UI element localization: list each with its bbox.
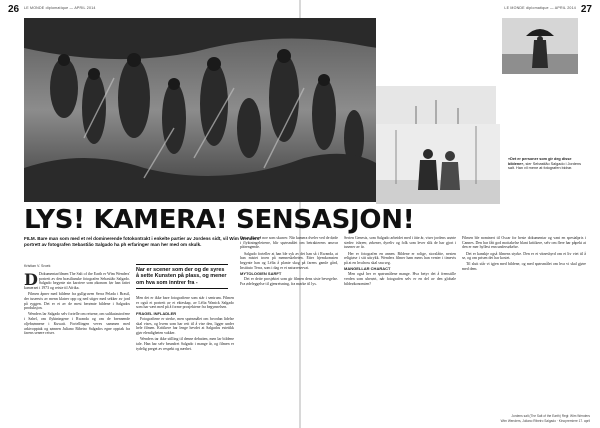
pull-quote: Nar er scener som der og de syres å sette Kunsten på plass, og mener om hva som inntrer fra - — [136, 264, 228, 289]
text-column-3 — [240, 236, 338, 422]
paragraph: Men det er ikke bare fotografiene som står i sentrum. Filmen er også et portrett av et ekteskap, av Lélia Wanick Salgado som har vært med på å forme prosjektene fra begynnelsen. — [136, 296, 234, 310]
paragraph: Det er likevel noe som skurrer. Når kamera dveler ved de døde i flyktningeleirene, blir spørsmålet om betrakterens ansvar påtrengende. — [240, 236, 338, 250]
film-credit-line-2: Wim Wenders, Juliano Ribeiro Salgado · Kinopremiere 17. april — [500, 419, 590, 423]
umbrella-photograph — [502, 18, 578, 74]
paragraph: Wenders lar Salgado selv fortelle om reisene, om sultkatastrofene i Sahel, om flyktningene i Rwanda og om de brennende oljebrønnene i Kuwait. Fortellingen veves sammen med arkivopptak og sønnen Juliano Ribeiro Salgados egne opptak fra farens senere reiser. — [24, 312, 130, 336]
paragraph: Wenders tar ikke stilling til denne debatten, men lar bildene tale. Han har selv beundret Salgado i mange år, og filmen er tydelig preget av respekt og nærhet. — [136, 337, 234, 351]
photo-caption — [508, 157, 584, 171]
article-headline: LYS! KAMERA! SENSASJON! — [24, 205, 415, 235]
paragraph: Salgado forteller at han ble syk av det han så i Rwanda, at han mistet troen på menneskeheten. Etter hjemkomsten begynte han og Lélia å plante skog på farens gamle gård, Instituto Terra, som i dag er et naturreservat. — [240, 251, 338, 270]
page-number-left: 26 — [8, 4, 20, 15]
article-standfirst: FILM. Bare man som med et rel dominerende fotokontrakt i enkelte partier av Jordens sidt, vil Wim Wenders' portrett av fotografen Sebastião Salgado ha ph erfaringer man her med om skulk. — [24, 236, 261, 247]
paragraph: Til slutt står vi igjen med bildene, og med spørsmålet om hva vi skal gjøre med dem. — [462, 262, 586, 271]
paragraph: Serien Genesis, som Salgado arbeidet med i åtte år, viser jordens urørte steder: isbreer, ørkener, dyreliv og folk som lever slik de har gjort i tusener av år. — [344, 236, 456, 250]
paragraph: Men også her er spørsmålene mange. Hva betyr det å fremstille verden som uberørt, når fotografen selv er en del av den globale bildeøkonomien? — [344, 272, 456, 286]
running-head-right: LE MONDE diplomatique — APRIL 2014 — [504, 6, 576, 10]
caption-lead: «Det er personer som gir deg disse bildene», — [508, 157, 572, 166]
paragraph: Filmen åpner med bildene fra gullgruven Serra Pelada i Brasil, der tusenvis av menn klatrer opp og ned stiger med sekker av jord på ryggen. Det er et av de mest berømte bildene i Salgados produksjon. — [24, 292, 130, 311]
paragraph: Fotografiene er sterke, men spørsmålet om hvordan lidelse skal vises, og hvem som har rett til å vise den, ligger under hele filmen. Kritikere har lenge hevdet at Salgados estetikk gjør elendigheten vakker. — [136, 316, 234, 336]
text-column-1 — [24, 272, 130, 422]
paragraph: Her er fotografen en annen. Bildene er rolige, storslåtte, nesten religiøse i sitt uttrykk. Wenders filmer ham mens han venter i timevis på at en hvalross skal snu seg. — [344, 251, 456, 265]
text-column-5 — [462, 236, 586, 410]
sub-heading: MANGELLAR CHARACT — [344, 266, 391, 272]
figure-with-umbrella-image — [502, 18, 578, 74]
portrait-photograph — [376, 124, 500, 204]
paragraph: Filmen ble nominert til Oscar for beste dokumentar og vant en spesialpris i Cannes. Den har fått god mottakelse blant kritikere, selv om flere har påpekt at den er mer hyllest enn undersøkelse. — [462, 236, 586, 250]
article-byline: Kristian V. Sroek — [24, 264, 51, 268]
page-number-right: 27 — [580, 4, 592, 15]
paragraph: Det er dette prosjektet som gir filmen dens siste bevegelse. Fra ødeleggelse til gjenreisning, fra mørke til lys. — [240, 277, 338, 286]
text-column-4 — [344, 236, 456, 422]
drop-cap: D — [24, 272, 38, 289]
paragraph: Det er kanskje også filmens styrke. Den er et vitnesbyrd om et liv viet til å se, og om prisen det har kostet. — [462, 251, 586, 261]
paragraph: D Dokumentarfilmen The Salt of the Earth er Wim Wenders' portrett av den brasilianske fotografen Sebastião Salgado. Salgado begynte sin karriere som økonom før han fattet kameraet i 1973 og reiste til Afrika. — [24, 272, 130, 291]
two-men-portrait-image — [376, 124, 500, 204]
sub-heading: FRAGEL INFLADLER — [136, 310, 177, 316]
sub-heading: MYTOLOGIEN SARFT — [240, 270, 282, 276]
caption-text: sier Sebastião Salgado i Jordens salt. Han vil mene at fotografen bidrar. — [508, 161, 582, 171]
text-column-2 — [136, 296, 234, 422]
film-credit-line-1: Jordens salt (The Salt of the Earth) Regi: Wim Wenders — [511, 414, 590, 418]
running-head-left: LE MONDE diplomatique — APRIL 2014 — [24, 6, 96, 10]
